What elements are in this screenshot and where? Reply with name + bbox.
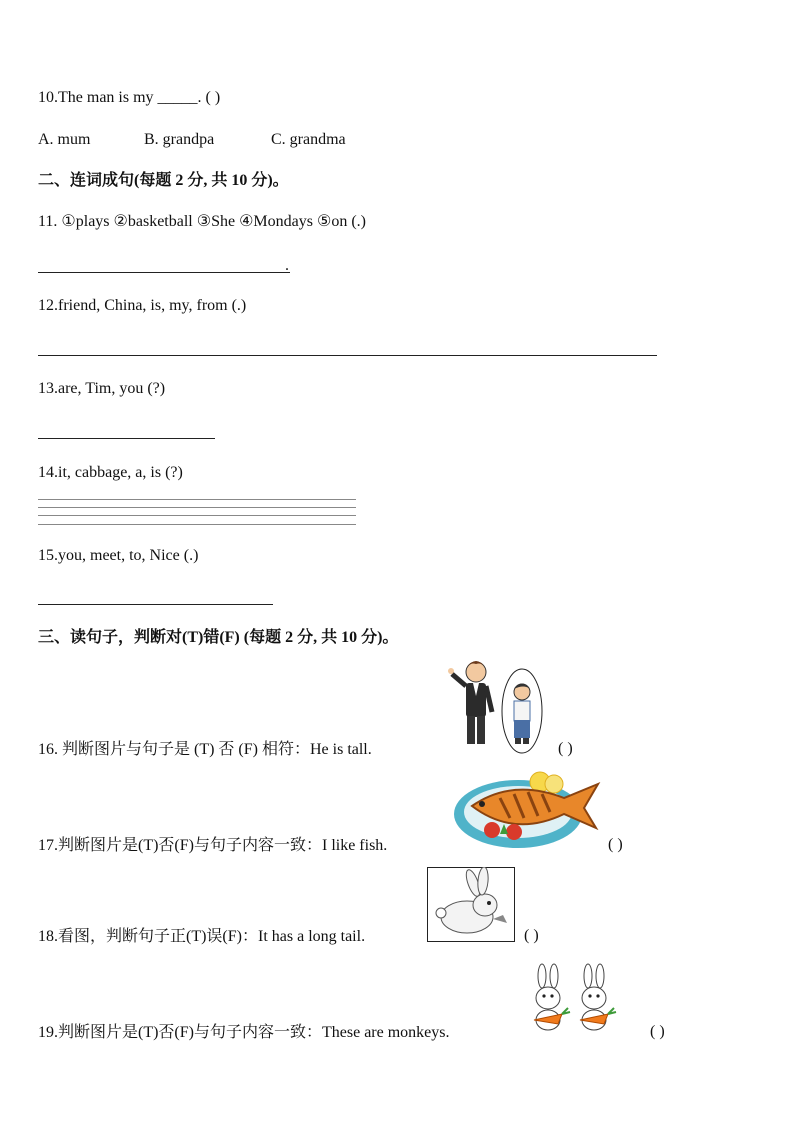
question-12: 12.friend, China, is, my, from (.) (38, 297, 247, 314)
answer-paren-17: ( ) (608, 836, 623, 853)
question-10: 10.The man is my _____. ( ) (38, 89, 221, 106)
question-17: 17.判断图片是(T)否(F)与句子内容一致：I like fish. (38, 837, 388, 854)
writing-line-14-2 (38, 507, 356, 508)
answer-line-15 (38, 604, 273, 605)
answer-line-12 (38, 355, 657, 356)
man-and-boy-picture (444, 656, 550, 754)
question-13: 13.are, Tim, you (?) (38, 380, 166, 397)
question-16: 16. 判断图片与句子是 (T) 否 (F) 相符：He is tall. (38, 741, 372, 758)
question-18: 18.看图，判断句子正(T)误(F)：It has a long tail. (38, 928, 366, 945)
answer-paren-19: ( ) (650, 1023, 665, 1040)
answer-paren-16: ( ) (558, 740, 573, 757)
question-14: 14.it, cabbage, a, is (?) (38, 464, 183, 481)
section-2-heading: 二、连词成句(每题 2 分, 共 10 分)。 (38, 172, 289, 189)
writing-line-14-4 (38, 524, 356, 525)
answer-line-13 (38, 438, 215, 439)
option-c: C. grandma (271, 131, 346, 148)
writing-line-14-3 (38, 515, 356, 516)
two-rabbits-with-carrots-picture (528, 962, 620, 1034)
answer-paren-18: ( ) (524, 927, 539, 944)
grilled-fish-plate-picture (452, 768, 602, 854)
option-a: A. mum (38, 131, 91, 148)
writing-line-14-1 (38, 499, 356, 500)
answer-11-period: . (285, 257, 289, 274)
question-19: 19.判断图片是(T)否(F)与句子内容一致：These are monkeys. (38, 1024, 450, 1041)
question-11: 11. ①plays ②basketball ③She ④Mondays ⑤on (.) (38, 213, 366, 230)
answer-line-11 (38, 272, 290, 273)
section-3-heading: 三、读句子，判断对(T)错(F) (每题 2 分, 共 10 分)。 (38, 629, 399, 646)
rabbit-picture (427, 867, 515, 942)
option-b: B. grandpa (144, 131, 215, 148)
question-15: 15.you, meet, to, Nice (.) (38, 547, 199, 564)
